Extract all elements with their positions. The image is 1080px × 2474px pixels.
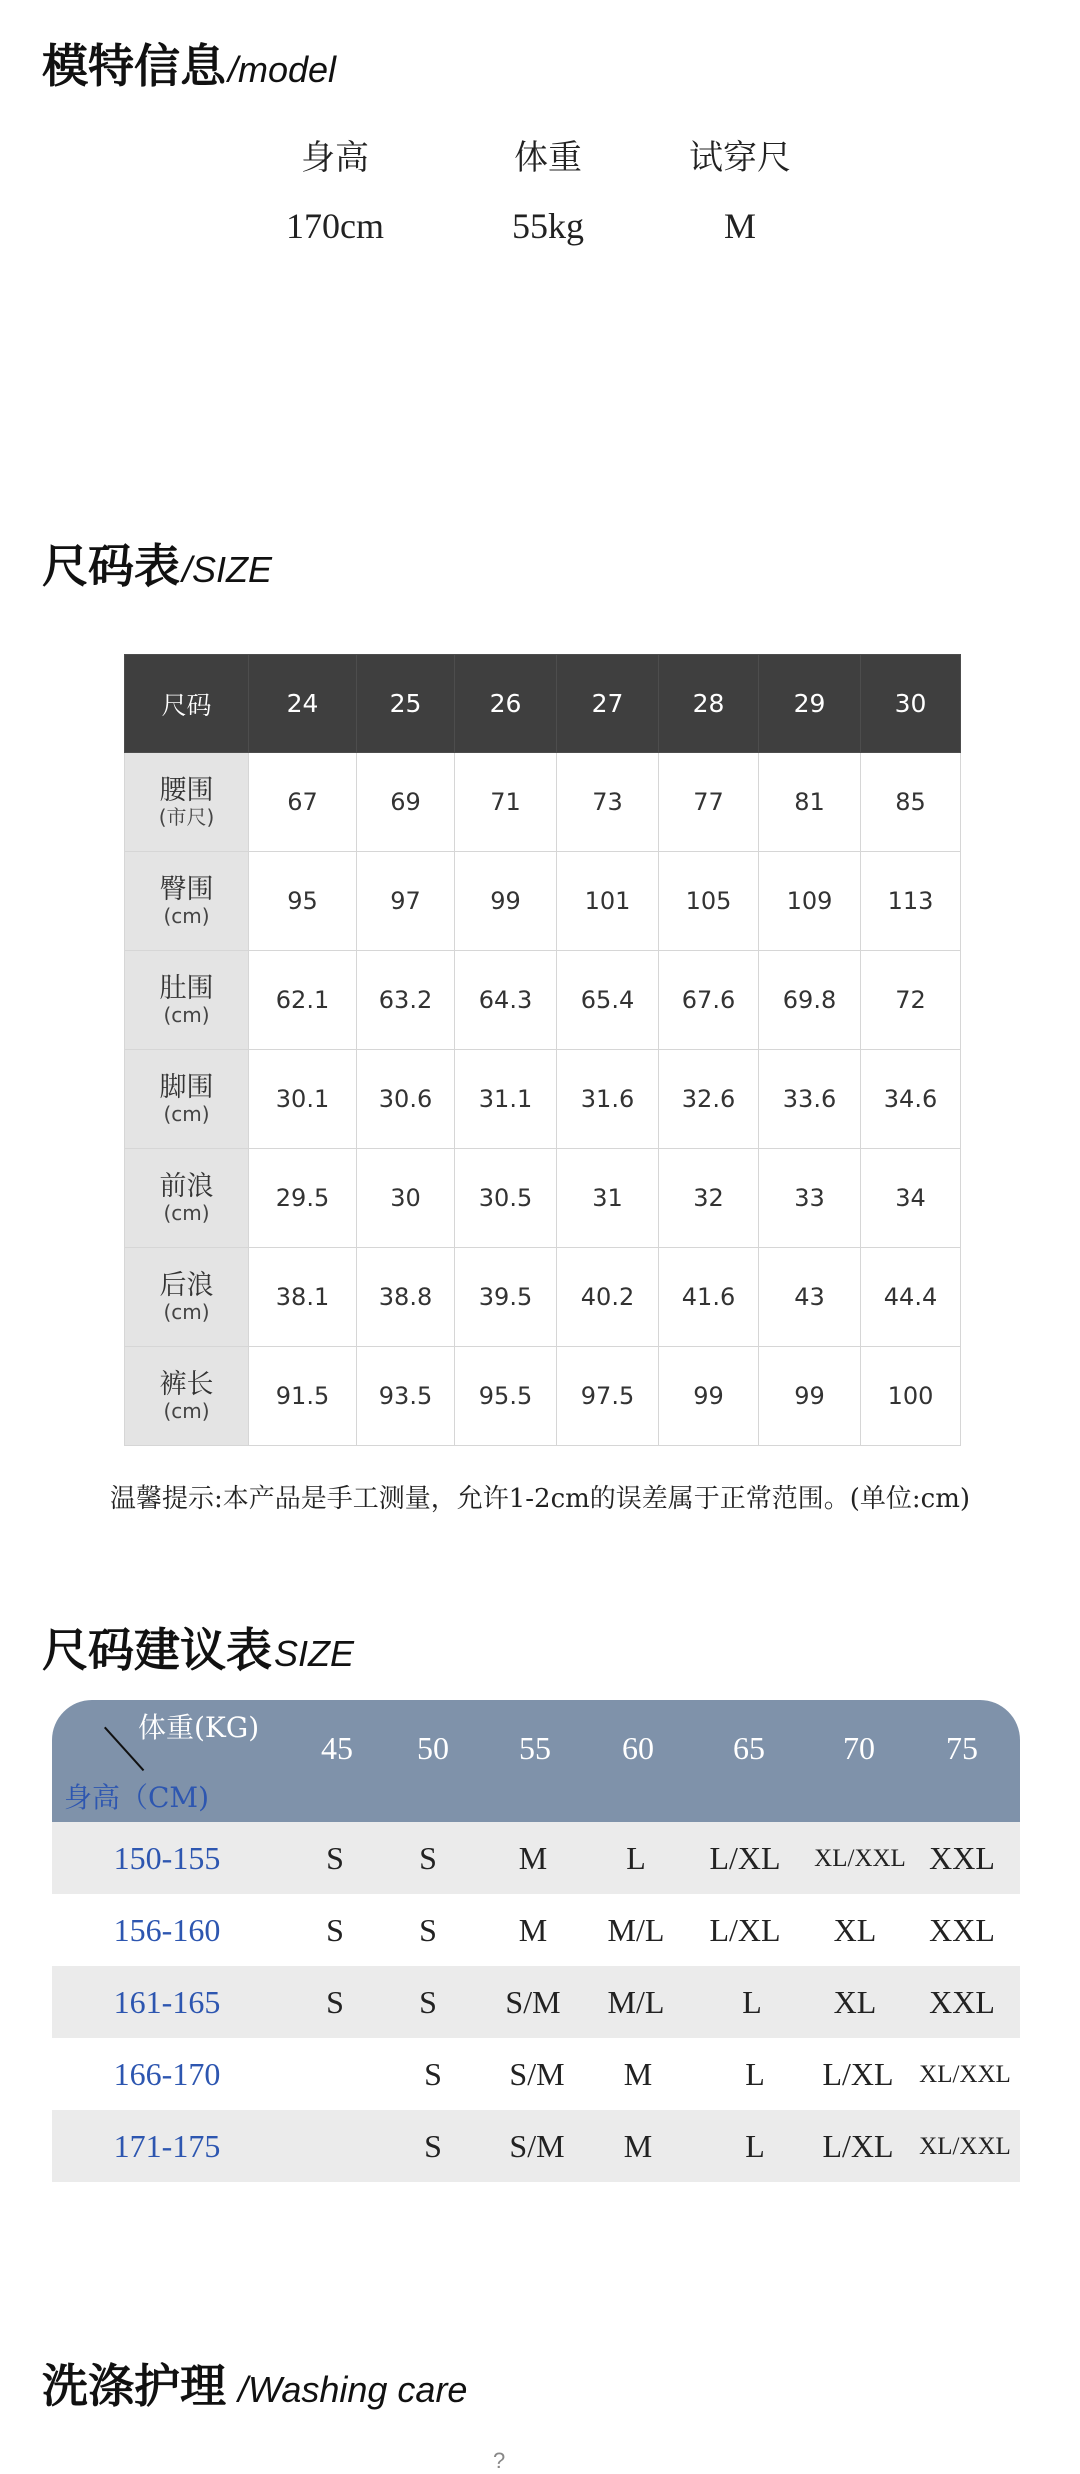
table-row [52, 1894, 1020, 1966]
table-cell: 31.6 [557, 1050, 659, 1149]
size-cell: S [419, 1984, 437, 2020]
table-cell: 31.1 [455, 1050, 557, 1149]
size-cell: S/M [509, 2128, 565, 2164]
table-cell: 33 [759, 1149, 861, 1248]
table-cell: 101 [557, 852, 659, 951]
size-cell: XXL [929, 1984, 995, 2020]
table-cell: 38.1 [249, 1248, 357, 1347]
row-label-name: 臀围 [159, 874, 214, 905]
size-cell: L [742, 1984, 762, 2020]
size-cell: XL [833, 1912, 877, 1948]
table-row [125, 1248, 961, 1347]
table-cell: 105 [659, 852, 759, 951]
height-axis-label: 身高（CM) [64, 1781, 210, 1814]
table-cell: 38.8 [357, 1248, 455, 1347]
height-range: 171-175 [113, 2128, 221, 2164]
size-cell: S/M [505, 1984, 561, 2020]
care-heading-cn: 洗涤护理 [42, 2359, 226, 2413]
suggest-heading-cn: 尺码建议表 [42, 1623, 272, 1677]
table-cell: 64.3 [455, 951, 557, 1050]
size-cell: L [745, 2056, 765, 2092]
table-cell: 30.6 [357, 1050, 455, 1149]
table-row [52, 1966, 1020, 2038]
size-suggestion-table [52, 1700, 1020, 2182]
table-cell: 100 [861, 1347, 961, 1446]
table-cell: 33.6 [759, 1050, 861, 1149]
table-cell: 72 [861, 951, 961, 1050]
table-cell: 32.6 [659, 1050, 759, 1149]
suggest-heading [42, 1614, 354, 1680]
size-corner: 尺码 [125, 655, 249, 753]
model-height [270, 130, 400, 247]
suggestion-header [52, 1700, 1020, 1822]
table-cell: 29.5 [249, 1149, 357, 1248]
table-row [125, 753, 961, 852]
row-label-name: 肚围 [159, 973, 214, 1004]
table-row [125, 1149, 961, 1248]
size-cell: S [326, 1912, 344, 1948]
size-cell: S/M [509, 2056, 565, 2092]
table-row [125, 852, 961, 951]
model-weight [483, 130, 613, 247]
table-row [125, 1050, 961, 1149]
table-row [52, 2038, 1020, 2110]
model-weight-value: 55kg [512, 206, 584, 246]
care-heading-en: /Washing care [238, 2369, 468, 2410]
size-cell: XL/XXL [814, 1845, 906, 1872]
size-cell: S [424, 2128, 442, 2164]
table-cell: 43 [759, 1248, 861, 1347]
table-cell: 69.8 [759, 951, 861, 1050]
size-cell: XXL [929, 1912, 995, 1948]
model-size-value: M [723, 206, 756, 246]
table-cell: 99 [659, 1347, 759, 1446]
table-cell: 69 [357, 753, 455, 852]
model-weight-label: 体重 [514, 138, 582, 178]
size-col-29: 29 [759, 655, 861, 753]
row-label-unit: (cm) [163, 1399, 210, 1423]
table-cell: 97.5 [557, 1347, 659, 1446]
row-label-unit: (cm) [163, 1102, 210, 1126]
height-range: 150-155 [113, 1840, 221, 1876]
size-cell: M [518, 1840, 548, 1876]
size-cell: S [419, 1840, 437, 1876]
row-label-unit: (cm) [163, 1003, 210, 1027]
row-label-hem [125, 1050, 249, 1149]
suggest-heading-en: SIZE [274, 1633, 355, 1674]
size-cell: M [623, 2056, 653, 2092]
weight-65: 65 [733, 1730, 765, 1766]
table-cell: 34.6 [861, 1050, 961, 1149]
table-cell: 63.2 [357, 951, 455, 1050]
row-label-unit: (cm) [163, 1201, 210, 1225]
size-cell: XXL [929, 1840, 995, 1876]
weight-55: 55 [519, 1730, 551, 1766]
size-cell: M/L [607, 1912, 665, 1948]
row-label-front-rise [125, 1149, 249, 1248]
size-cell: XL/XXL [919, 2133, 1011, 2160]
table-cell: 93.5 [357, 1347, 455, 1446]
model-size-label: 试穿尺 [689, 138, 791, 178]
table-cell: 65.4 [557, 951, 659, 1050]
size-col-25: 25 [357, 655, 455, 753]
table-cell: 67.6 [659, 951, 759, 1050]
row-label-name: 后浪 [159, 1270, 214, 1301]
table-cell: 34 [861, 1149, 961, 1248]
row-label-name: 裤长 [159, 1369, 214, 1400]
table-cell: 77 [659, 753, 759, 852]
table-cell: 71 [455, 753, 557, 852]
row-label-unit: (cm) [163, 1300, 210, 1324]
table-cell: 73 [557, 753, 659, 852]
table-cell: 81 [759, 753, 861, 852]
size-cell: S [424, 2056, 442, 2092]
measurement-tip: 温馨提示:本产品是手工测量，允许1-2cm的误差属于正常范围。(单位:cm) [109, 1484, 971, 1514]
row-label-name: 前浪 [159, 1171, 214, 1202]
size-cell: M [623, 2128, 653, 2164]
table-row [125, 951, 961, 1050]
size-cell: S [326, 1984, 344, 2020]
weight-axis-label: 体重(KG) [138, 1711, 260, 1744]
row-label-unit: (市尺) [158, 805, 215, 829]
size-table-header [125, 655, 961, 753]
table-row [52, 1822, 1020, 1894]
size-cell: S [326, 1840, 344, 1876]
table-cell: 95 [249, 852, 357, 951]
table-cell: 67 [249, 753, 357, 852]
row-label-hip [125, 852, 249, 951]
size-cell: XL/XXL [919, 2061, 1011, 2088]
model-heading-cn: 模特信息 [42, 39, 226, 93]
size-cell: XL [833, 1984, 877, 2020]
size-col-28: 28 [659, 655, 759, 753]
height-range: 166-170 [113, 2056, 221, 2092]
size-heading [42, 530, 272, 596]
table-cell: 41.6 [659, 1248, 759, 1347]
hanger-icon: ? [493, 2448, 506, 2473]
height-range: 161-165 [113, 1984, 221, 2020]
size-col-30: 30 [861, 655, 961, 753]
row-label-unit: (cm) [163, 904, 210, 928]
table-row [52, 2110, 1020, 2182]
row-label-waist [125, 753, 249, 852]
height-range: 156-160 [113, 1912, 221, 1948]
size-cell: M/L [607, 1984, 665, 2020]
weight-60: 60 [622, 1730, 654, 1766]
row-label-belly [125, 951, 249, 1050]
table-cell: 31 [557, 1149, 659, 1248]
table-cell: 30.5 [455, 1149, 557, 1248]
model-size [675, 130, 805, 247]
row-label-length [125, 1347, 249, 1446]
row-label-name: 脚围 [159, 1072, 214, 1103]
table-cell: 95.5 [455, 1347, 557, 1446]
table-cell: 62.1 [249, 951, 357, 1050]
size-heading-cn: 尺码表 [42, 539, 180, 593]
size-cell: L/XL [822, 2128, 894, 2164]
weight-75: 75 [946, 1730, 978, 1766]
table-cell: 40.2 [557, 1248, 659, 1347]
model-heading-en: /model [228, 49, 337, 90]
row-label-back-rise [125, 1248, 249, 1347]
table-cell: 39.5 [455, 1248, 557, 1347]
size-col-24: 24 [249, 655, 357, 753]
model-heading [42, 30, 336, 96]
size-table [124, 654, 961, 1446]
model-height-label: 身高 [301, 138, 369, 178]
care-heading [42, 2350, 467, 2416]
table-cell: 109 [759, 852, 861, 951]
size-col-27: 27 [557, 655, 659, 753]
model-height-value: 170cm [286, 206, 384, 246]
weight-50: 50 [417, 1730, 449, 1766]
size-heading-en: /SIZE [182, 549, 273, 590]
size-cell: S [419, 1912, 437, 1948]
size-cell: L/XL [709, 1912, 781, 1948]
weight-70: 70 [843, 1730, 875, 1766]
table-cell: 99 [759, 1347, 861, 1446]
table-cell: 44.4 [861, 1248, 961, 1347]
table-cell: 85 [861, 753, 961, 852]
table-cell: 113 [861, 852, 961, 951]
table-cell: 91.5 [249, 1347, 357, 1446]
size-col-26: 26 [455, 655, 557, 753]
weight-45: 45 [321, 1730, 353, 1766]
table-cell: 30.1 [249, 1050, 357, 1149]
table-cell: 97 [357, 852, 455, 951]
table-cell: 99 [455, 852, 557, 951]
table-row [125, 1347, 961, 1446]
size-cell: L/XL [822, 2056, 894, 2092]
size-cell: M [518, 1912, 548, 1948]
table-cell: 32 [659, 1149, 759, 1248]
size-cell: L [745, 2128, 765, 2164]
size-cell: L/XL [709, 1840, 781, 1876]
table-cell: 30 [357, 1149, 455, 1248]
size-cell: L [626, 1840, 646, 1876]
row-label-name: 腰围 [159, 775, 214, 806]
